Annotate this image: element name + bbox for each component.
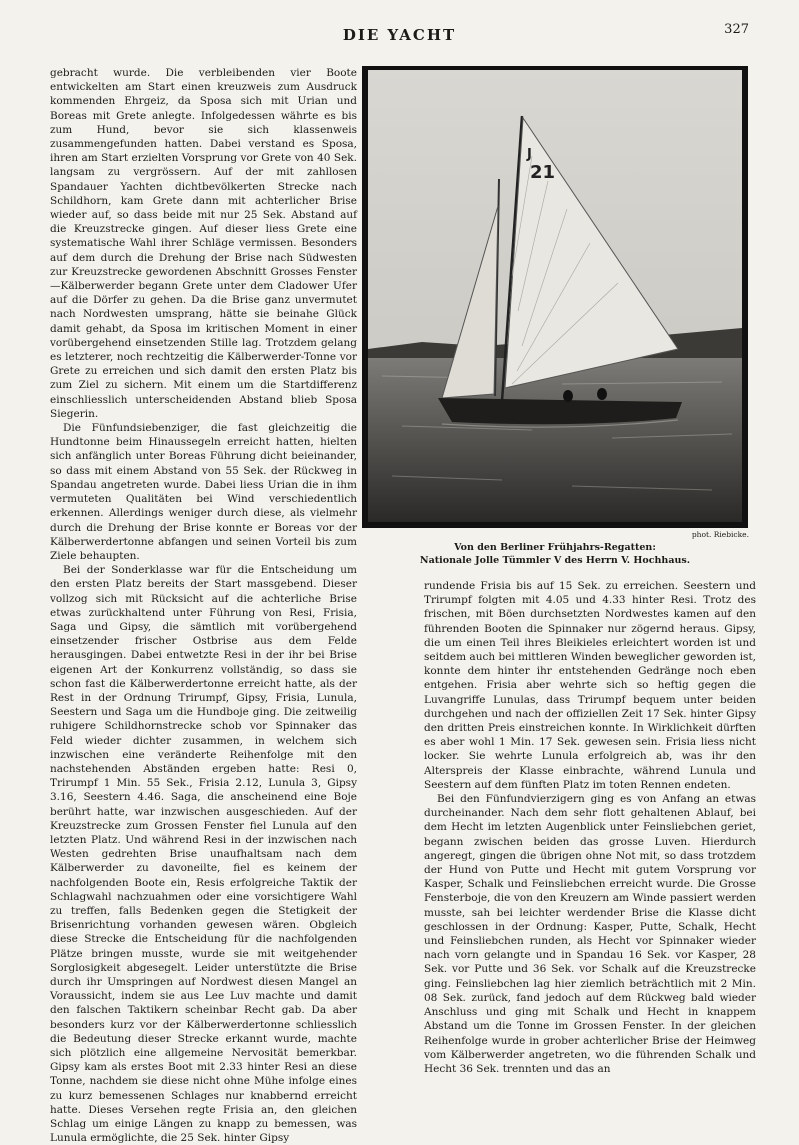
sail-number-main: 21 bbox=[530, 162, 556, 183]
sailing-dinghy-image bbox=[362, 66, 748, 528]
running-header-title: DIE YACHT bbox=[342, 26, 457, 44]
paragraph: gebracht wurde. Die verbleibenden vier Boote entwickelten am Start einen kreuzweis zum Ausdruck kommenden Ehrgeiz, da Sposa sich mit Urian und Boreas mit Grete anlegte. Infolgedessen währte es bis zum Hund, bevor sie sich klassenweis zusammengefunden hatten. Dabei verstand es Sposa, ihren am Start erzielten Vorsprung vor Grete von 40 Sek. langsam zu vergrössern. Auf der mit zahllosen Spandauer Yachten dichtbevölkerten Strecke nach Schildhorn, kam Grete dann mit achterlicher Brise wieder auf, so dass beide mit nur 25 Sek. Abstand auf die Kreuzstrecke gingen. Auf dieser liess Grete eine systematische Wahl ihrer Schläge vermissen. Besonders auf dem durch die Drehung der Brise nach Südwesten zur Kreuzstrecke gewordenen Abschnitt Grosses Fenster—Kälberwerder begann Grete unter dem Cladower Ufer auf die Dörfer zu gehen. Da die Brise ganz unvermutet nach Nordwesten umsprang, hätte sie beinahe Glück damit gehabt, da Sposa im kritischen Moment in einer vorübergehend einsetzenden Stille lag. Trotzdem gelang es letzterer, noch rechtzeitig die Kälberwerder-Tonne vor Grete zu erreichen und sich damit den ersten Platz bis zum Ziel zu sichern. Mit einem um die Startdifferenz einschliesslich unterscheidenden Abstand blieb Sposa Siegerin. bbox=[50, 67, 357, 420]
page-number: 327 bbox=[724, 22, 749, 37]
caption-line: Nationale Jolle Tümmler V des Herrn V. Hochhaus. bbox=[419, 555, 691, 566]
paragraph: Bei der Sonderklasse war für die Entscheidung um den ersten Platz bereits der Start massgebend. Dieser vollzog sich mit Rücksicht auf die achterliche Brise etwas zurückhaltend unter Führung von Resi, Frisia, Saga und Gipsy, die sämtlich mit vorübergehend einsetzender frischer Ostbrise aus dem Felde herausgingen. Dabei entwetzte Resi in der ihr bei Brise eigenen Art der Konkurrenz vollständig, so dass sie schon fast die Kälberwerdertonne erreicht hatte, als der Rest in der Ordnung Trirumpf, Gipsy, Frisia, Lunula, Seestern und Saga um die Hundboje ging. Die zeitweilig ruhigere Schildhornstrecke schob vor Spinnaker das Feld wieder dichter zusammen, in welchem sich inzwischen eine veränderte Reihenfolge mit den nachstehenden Abständen ergeben hatte: Resi 0, Trirumpf 1 Min. 55 Sek., Frisia 2.12, Lunula 3, Gipsy 3.16, Seestern 4.46. Saga, die anscheinend eine Boje berührt hatte, war inzwischen ausgeschieden. Auf der Kreuzstrecke zum Grossen Fenster fiel Lunula auf den letzten Platz. Und während Resi in der inzwischen nach Westen gedrehten Brise unaufhaltsam nach dem Kälberwerder zu davoneilte, fiel es keinem der nachfolgenden Boote ein, Resis erfolgreiche Taktik der Schlagwahl nachzuahmen oder eine vorsichtigere Wahl zu treffen, falls Bedenken gegen die Stetigkeit der Brisenrichtung vorhanden gewesen wären. Obgleich diese Strecke die Entscheidung für die nachfolgenden Plätze bringen musste, wurde sie mit weitgehender Sorglosigkeit abgesegelt. Leider unterstützte die Brise durch ihr Umspringen auf Nordwest diesen Mangel an Voraussicht, indem sie aus Lee Luv machte und damit den falschen Taktikern scheinbar Recht gab. Da aber besonders kurz vor der Kälberwerdertonne schliesslich die Bedeutung dieser Strecke erkannt wurde, machte sich plötzlich eine allgemeine Nervosität bemerkbar. Gipsy kam als erstes Boot mit 2.33 hinter Resi an diese Tonne, nachdem sie diese nicht ohne Mühe infolge eines zu kurz bemessenen Schlages nur knabbernd erreicht hatte. Dieses Versehen regte Frisia an, den gleichen Schlag um einige Längen zu knapp zu bemessen, was Lunula ermöglichte, die 25 Sek. hinter Gipsy bbox=[50, 564, 357, 1145]
article-column-right bbox=[424, 579, 756, 1099]
yacht-photograph bbox=[362, 66, 748, 528]
caption-line: Von den Berliner Frühjahrs-Regatten: bbox=[454, 542, 656, 553]
paragraph: Bei den Fünfundvierzigern ging es von Anfang an etwas durcheinander. Nach dem sehr flott gehaltenen Ablauf, bei dem Hecht im letzten Augenblick unter Feinsliebchen geriet, begann zwischen beiden das grosse Luven. Hierdurch angeregt, gingen die übrigen ohne Not mit, so dass trotzdem der Hund von Putte und Hecht mit gutem Vorsprung vor Kasper, Schalk und Feinsliebchen erreicht wurde. Die Grosse Fensterboje, die von den Kreuzern am Winde passiert werden musste, sah bei leichter werdender Brise die Klasse dicht geschlossen in der Ordnung: Kasper, Putte, Schalk, Hecht und Feinsliebchen runden, als Hecht vor Spinnaker wieder nach vorn gelangte und in Spandau 16 Sek. vor Kasper, 28 Sek. vor Putte und 36 Sek. vor Schalk auf die Kreuzstrecke ging. Feinsliebchen lag hier ziemlich beträchtlich mit 2 Min. 08 Sek. zurück, fand jedoch auf dem Rückweg bald wieder Anschluss und ging mit Schalk und Hecht in knappem Abstand um die Tonne im Grossen Fenster. In der gleichen Reihenfolge wurde in grober achterlicher Brise der Heimweg vom Kälberwerder angetreten, wo die führenden Schalk und Hecht 36 Sek. trennten und das an bbox=[424, 793, 756, 1075]
article-column-left bbox=[50, 66, 357, 1145]
paragraph: Die Fünfundsiebenziger, die fast gleichzeitig die Hundtonne beim Hinaussegeln erreicht hatten, hielten sich anfänglich unter Boreas Führung dicht beieinander, so dass mit einem Abstand von 55 Sek. der Rückweg in Spandau angetreten wurde. Dabei liess Urian die in ihm vermuteten Qualitäten bei Wind verschiedentlich erkennen. Allerdings weniger durch diese, als vielmehr durch die Drehung der Brise konnte er Boreas vor der Kälberwerdertonne abfangen und seinen Vorteil bis zum Ziele behaupten. bbox=[50, 422, 357, 562]
photo-credit: phot. Riebicke. bbox=[691, 530, 749, 539]
paragraph: rundende Frisia bis auf 15 Sek. zu erreichen. Seestern und Trirumpf folgten mit 4.05 und 4.33 hinter Resi. Trotz des frischen, mit Böen durchsetzten Nordwestes kamen auf den führenden Booten die Spinnaker nur zögernd heraus. Gipsy, die um einen Teil ihres Bleikieles erleichtert worden ist und seitdem auch bei mittleren Winden beweglicher geworden ist, konnte dem hinter ihr entstehenden Gedränge noch eben entgehen. Frisia aber wehrte sich so heftig gegen die Luvangriffe Lunulas, dass Trirumpf bequem unter beiden durchgehen und nach der offiziellen Zeit 17 Sek. hinter Gipsy den dritten Preis einstreichen konnte. In Wirklichkeit dürften es aber wohl 1 Min. 17 Sek. gewesen sein. Frisia liess nicht locker. Sie wehrte Lunula erfolgreich ab, was ihr den Alterspreis der Klasse einbrachte, während Lunula und Seestern auf dem fünften Platz im toten Rennen endeten. bbox=[424, 580, 756, 791]
figure-caption bbox=[362, 541, 748, 567]
sail-number-top: J bbox=[527, 147, 532, 162]
